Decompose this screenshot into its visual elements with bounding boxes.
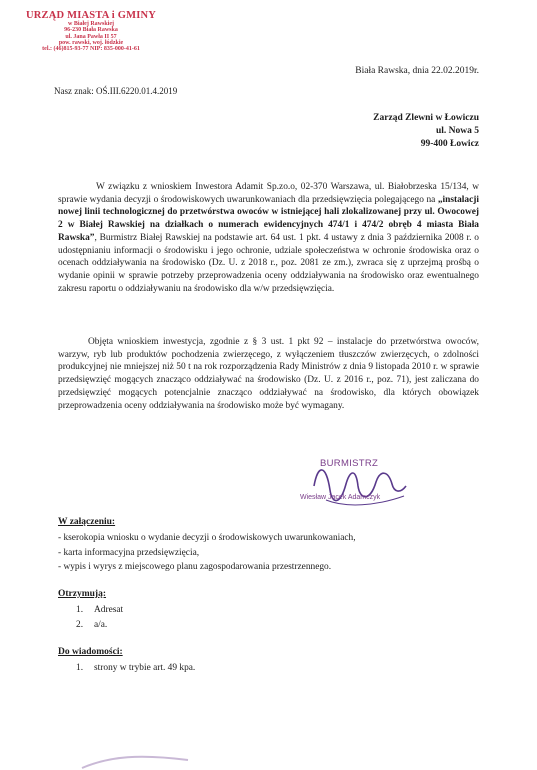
addressee-line: ul. Nowa 5 (435, 126, 479, 136)
list-item (76, 661, 195, 676)
paragraph-classification: Objęta wnioskiem inwestycja, zgodnie z § 3 ust. 1 pkt 92 – instalacje do przetwórstwa owoców, warzyw, ryb lub produktów pochodzenia zwierzęcego, z wyłączeniem tłuszczów zwierzęcych, o zdolności produkcyjnej nie mniejszej niż 50 t na rok rozporządzenia Rady Ministrów z dnia 9 listopada 2010 r. w sprawie przedsięwzięć mogących znacząco oddziaływać na środowisko (Dz. U. z 2016 r., poz. 71), jest zaliczana do przedsięwzięć mogących potencjalnie znacząco oddziaływać na środowisko, dla których obowiązek przeprowadzenia oceny oddziaływania na środowisko może być wymagany. (58, 337, 479, 411)
list-item: - wypis i wyrys z miejscowego planu zagospodarowania przestrzennego. (58, 562, 332, 572)
signature-title: BURMISTRZ (320, 458, 379, 469)
recipients-list (76, 603, 123, 633)
list-item: - kserokopia wniosku o wydanie decyzji o środowiskowych uwarunkowaniach, (58, 533, 356, 543)
item-text: Adresat (94, 605, 124, 615)
stamp-line: ul. Jana Pawła II 57 (65, 33, 117, 40)
attachments-list (58, 531, 356, 575)
list-item (76, 603, 123, 618)
item-number: 1. (76, 605, 84, 615)
letter-date: Biała Rawska, dnia 22.02.2019r. (355, 66, 479, 76)
stamp-title: URZĄD MIASTA i GMINY (25, 10, 157, 21)
addressee-line: Zarząd Zlewni w Łowiczu (373, 113, 479, 123)
stamp-line: w Białej Rawskiej (68, 21, 114, 28)
list-item (76, 618, 123, 633)
cc-heading: Do wiadomości: (58, 647, 123, 657)
item-number: 1. (76, 663, 84, 673)
item-number: 2. (76, 620, 84, 630)
cc-list (76, 661, 195, 676)
item-text: strony w trybie art. 49 kpa. (94, 663, 196, 673)
recipients-heading: Otrzymują: (58, 589, 107, 599)
attachments-heading: W załączeniu: (58, 517, 116, 527)
paragraph-text: , Burmistrz Białej Rawskiej na podstawie art. 64 ust. 1 pkt. 4 ustawy z dnia 3 października 2008 r. o udostępnianiu informacji o środowisku i jego ochronie, udziale społeczeństwa w ochronie środowiska oraz o ocenach oddziaływania na środowisko (Dz. U. z 2018 r., poz. 2081 ze zm.), zwraca się z uprzejmą prośbą o wydanie opinii w sprawie potrzeby przeprowadzenia oceny oddziaływania na środowisko oraz ewentualnego zakresu raportu o oddziaływaniu na środowisko dla w/w przedsięwzięcia. (58, 232, 479, 294)
stamp-line: tel.: (46)815-93-77 NIP: 835-000-41-61 (42, 46, 140, 53)
office-stamp (16, 10, 166, 53)
addressee-block (373, 112, 479, 151)
signature-block (296, 456, 436, 514)
paragraph-text: W związku z wnioskiem Inwestora Adamit Sp.zo.o, 02-370 Warszawa, ul. Białobrzeska 15/134, w sprawie wydania decyzji o środowiskowych uwarunkowaniach dla przedsięwzięcia polegającego na (58, 182, 479, 205)
list-item: - karta informacyjna przedsięwzięcia, (58, 547, 200, 558)
stamp-line: 96-230 Biała Rawska (64, 27, 118, 34)
project-title: „instalacji nowej linii technologicznej do przetwórstwa owoców w istniejącej hali zlokalizowanej przy ul. Owocowej 2 w Białej Rawskiej na działkach o numerach ewidencyjnych 474/1 i 474/2 obręb 4 miasta Biała Rawska” (58, 194, 479, 243)
paragraph-request (58, 181, 479, 295)
addressee-line: 99-400 Łowicz (420, 139, 479, 149)
stamp-line: pow. rawski, woj. łódzkie (58, 39, 124, 46)
signature-name: Wiesław Jacek Adamczyk (300, 494, 381, 501)
scan-mark-icon (80, 752, 190, 770)
reference-number: Nasz znak: OŚ.III.6220.01.4.2019 (54, 86, 178, 96)
item-text: a/a. (94, 620, 108, 630)
